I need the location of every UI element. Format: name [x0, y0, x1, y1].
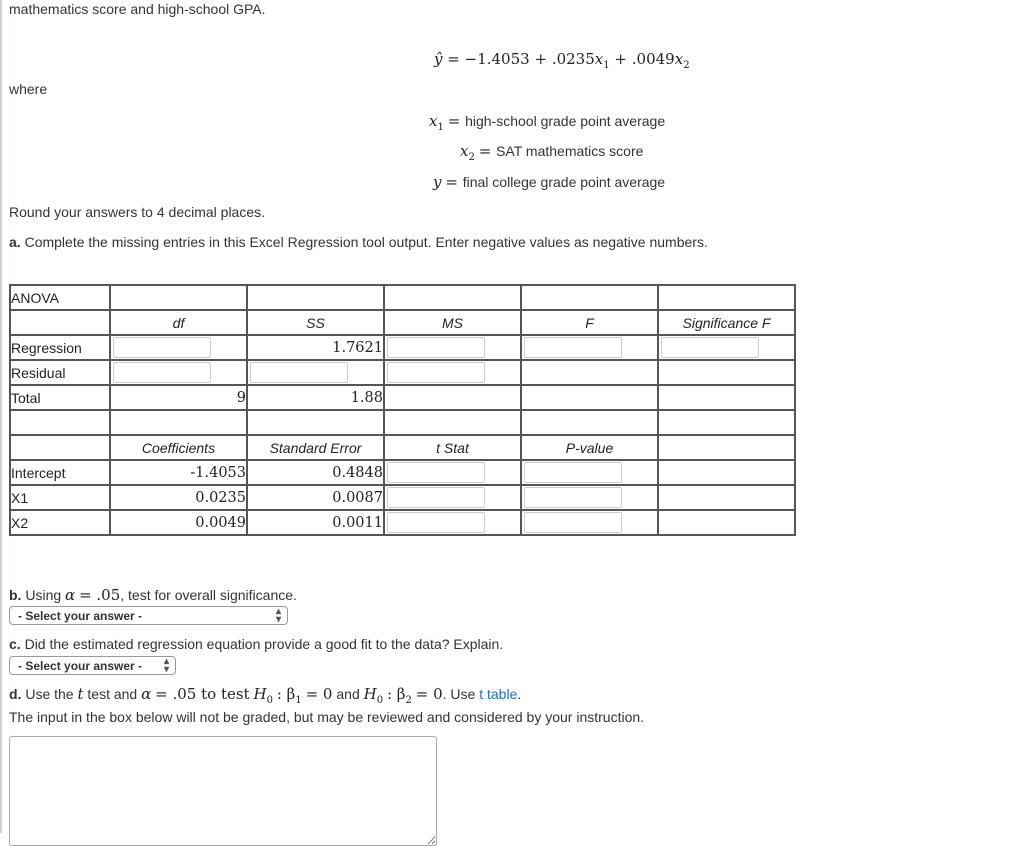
- def-x2-sub: 2: [468, 151, 475, 163]
- x2-se: 0.0011: [247, 510, 384, 535]
- part-d-h2-beta-sub: 2: [405, 694, 412, 706]
- part-b-alpha: α: [65, 586, 76, 604]
- regression-ms-input[interactable]: [387, 337, 485, 358]
- left-border: [0, 0, 2, 833]
- def-x2-var: x: [460, 142, 469, 160]
- part-a-question: [9, 234, 708, 250]
- part-d-letter: d.: [9, 686, 22, 702]
- part-b-select[interactable]: [9, 606, 288, 625]
- x1-row: [10, 485, 795, 510]
- blank-row: [10, 410, 795, 435]
- header-f: F: [521, 310, 658, 335]
- part-a-text: Complete the missing entries in this Excel Regression tool output. Enter negative values as negative numbers.: [24, 234, 708, 250]
- eq-sign: =: [447, 50, 460, 68]
- anova-header-row: [10, 310, 795, 335]
- eq-x1: x: [594, 50, 604, 68]
- x1-tstat-input[interactable]: [387, 487, 485, 508]
- intercept-row: [10, 460, 795, 485]
- part-a-letter: a.: [9, 234, 21, 250]
- part-c-question: [9, 636, 503, 652]
- part-d-end: .: [517, 686, 522, 702]
- regression-ss: 1.7621: [247, 335, 384, 360]
- anova-title-row: [10, 285, 795, 310]
- part-d-question: [9, 685, 521, 706]
- header-standard-error: Standard Error: [247, 435, 384, 460]
- def-y-var: y: [433, 173, 442, 191]
- part-b-post: , test for overall significance.: [120, 587, 297, 603]
- intercept-se: 0.4848: [247, 460, 384, 485]
- yhat-symbol: ŷ: [434, 50, 443, 68]
- header-ss: SS: [247, 310, 384, 335]
- def-x1-text: high-school grade point average: [465, 113, 666, 129]
- x2-tstat-input[interactable]: [387, 512, 485, 533]
- eq-b0: −1.4053: [464, 50, 530, 68]
- part-d-h2-end: = 0: [415, 685, 443, 703]
- part-d-h2-rest: : β: [386, 685, 406, 703]
- part-d-h1-beta-sub: 1: [295, 694, 302, 706]
- x2-coef: 0.0049: [110, 510, 247, 535]
- part-d-period: . Use: [442, 686, 476, 702]
- definition-y: y = final college grade point average: [433, 173, 666, 191]
- part-d-h1: H: [253, 685, 267, 703]
- part-d-and: and: [336, 686, 360, 702]
- header-p-value: P-value: [521, 435, 658, 460]
- total-row: [10, 385, 795, 410]
- eq-plus-2: +: [614, 50, 627, 68]
- regression-significance-f-input[interactable]: [661, 337, 759, 358]
- part-d-mid1: test and: [87, 686, 138, 702]
- x2-row: [10, 510, 795, 535]
- eq-b2: .0049: [631, 50, 675, 68]
- eq-plus-1: +: [534, 50, 548, 68]
- regression-row: [10, 335, 795, 360]
- intercept-coef: -1.4053: [110, 460, 247, 485]
- part-d-h2-sub: 0: [376, 694, 384, 706]
- answer-textarea[interactable]: [9, 736, 437, 846]
- residual-df-input[interactable]: [113, 362, 211, 383]
- round-instruction: Round your answers to 4 decimal places.: [9, 204, 266, 220]
- part-d-h1-sub: 0: [266, 694, 273, 706]
- total-ss: 1.88: [247, 385, 384, 410]
- t-table-link[interactable]: t table: [479, 686, 518, 702]
- part-c-letter: c.: [9, 636, 21, 652]
- part-b-select-value: - Select your answer -: [18, 609, 143, 623]
- def-x1-sub: 1: [437, 121, 444, 133]
- part-b-pre: Using: [25, 587, 62, 603]
- residual-row: [10, 360, 795, 385]
- part-d-h1-rest: : β: [276, 685, 296, 703]
- intro-text: mathematics score and high-school GPA.: [9, 1, 266, 17]
- residual-label: Residual: [10, 360, 110, 385]
- part-d-t: t: [77, 685, 84, 703]
- definition-x2: $x_2$ = SAT mathematics score: [460, 142, 644, 163]
- part-b-letter: b.: [9, 587, 22, 603]
- part-c-text: Did the estimated regression equation provide a good fit to the data? Explain.: [24, 636, 504, 652]
- part-d-alpha: α: [141, 685, 152, 703]
- header-coefficients: Coefficients: [110, 435, 247, 460]
- part-d-h2: H: [363, 685, 377, 703]
- select-arrows-icon: ▴ ▾: [275, 606, 281, 625]
- part-b-alpha-value: = .05: [79, 586, 121, 604]
- part-c-select[interactable]: [9, 656, 176, 675]
- intercept-tstat-input[interactable]: [387, 462, 485, 483]
- regression-output-table: [9, 284, 796, 536]
- part-c-select-value: - Select your answer -: [18, 659, 143, 673]
- regression-df-input[interactable]: [113, 337, 211, 358]
- select-arrows-icon: ▴ ▾: [163, 656, 169, 675]
- eq-x2-sub: 2: [683, 60, 690, 71]
- x2-pvalue-input[interactable]: [524, 512, 622, 533]
- x2-label: X2: [10, 510, 110, 535]
- header-significance-f: Significance F: [658, 310, 795, 335]
- part-d-pre: Use the: [25, 686, 74, 702]
- intercept-label: Intercept: [10, 460, 110, 485]
- def-x1-var: x: [429, 112, 438, 130]
- x1-coef: 0.0235: [110, 485, 247, 510]
- total-label: Total: [10, 385, 110, 410]
- part-b-question: [9, 586, 297, 604]
- residual-ms-input[interactable]: [387, 362, 485, 383]
- regression-label: Regression: [10, 335, 110, 360]
- x1-se: 0.0087: [247, 485, 384, 510]
- regression-equation: [434, 50, 690, 71]
- def-y-text: final college grade point average: [462, 174, 666, 190]
- anova-title: ANOVA: [10, 285, 110, 310]
- eq-x1-sub: 1: [603, 60, 610, 71]
- header-t-stat: t Stat: [384, 435, 521, 460]
- eq-b1: .0235: [551, 50, 595, 68]
- header-df: df: [110, 310, 247, 335]
- total-df: 9: [110, 385, 247, 410]
- definition-x1: $x_1$ = high-school grade point average: [429, 112, 666, 133]
- coef-header-row: [10, 435, 795, 460]
- header-ms: MS: [384, 310, 521, 335]
- part-d-h1-end: = 0: [305, 685, 333, 703]
- where-label: where: [9, 81, 48, 97]
- grading-note: The input in the box below will not be graded, but may be reviewed and considered by your instruction.: [9, 709, 645, 725]
- x1-pvalue-input[interactable]: [524, 487, 622, 508]
- eq-x2: x: [674, 50, 684, 68]
- part-d-mid2: = .05 to test: [155, 685, 250, 703]
- regression-f-input[interactable]: [524, 337, 622, 358]
- intercept-pvalue-input[interactable]: [524, 462, 622, 483]
- residual-ss-input[interactable]: [250, 362, 348, 383]
- x1-label: X1: [10, 485, 110, 510]
- def-x2-text: SAT mathematics score: [496, 143, 644, 159]
